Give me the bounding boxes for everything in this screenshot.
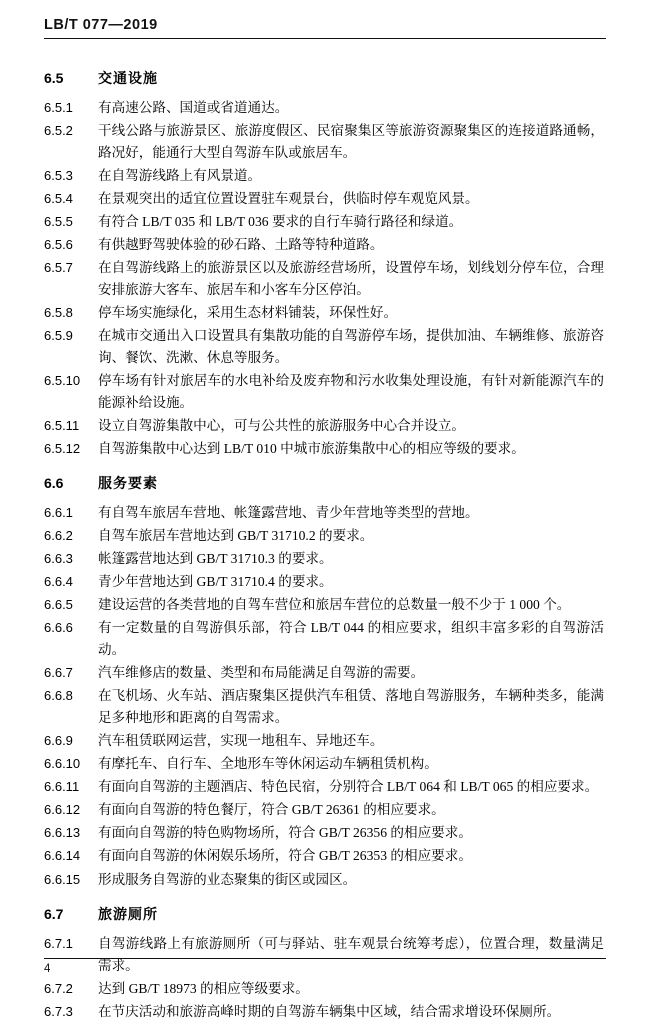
clause-number: 6.6.6 [44, 620, 73, 636]
clause [44, 594, 606, 616]
clause [44, 571, 606, 593]
clause-text: 在飞机场、火车站、酒店聚集区提供汽车租赁、落地自驾游服务，车辆种类多，能满足多种地形和距离的自驾需求。 [98, 688, 604, 726]
clause-text: 汽车租赁联网运营，实现一地租车、异地还车。 [98, 733, 384, 749]
clause-number: 6.7.1 [44, 935, 73, 951]
section-title: 服务要素 [98, 475, 158, 492]
clause-text: 停车场有针对旅居车的水电补给及废弃物和污水收集处理设施，有针对新能源汽车的能源补给设施。 [98, 373, 604, 411]
clause-text: 建设运营的各类营地的自驾车营位和旅居车营位的总数量一般不少于 1 000 个。 [98, 597, 571, 613]
section-heading [44, 904, 606, 924]
clause-text: 在节庆活动和旅游高峰时期的自驾游车辆集中区域，结合需求增设环保厕所。 [98, 1003, 561, 1019]
clause-text: 在景观突出的适宜位置设置驻车观景台，供临时停车观览风景。 [98, 191, 479, 207]
clause-text: 有供越野驾驶体验的砂石路、土路等特种道路。 [98, 237, 384, 253]
section-number: 6.7 [44, 905, 64, 922]
clause-text: 形成服务自驾游的业态聚集的街区或园区。 [98, 871, 357, 887]
clause [44, 1001, 606, 1023]
clause-text: 有面向自驾游的特色餐厅，符合 GB/T 26361 的相应要求。 [98, 802, 445, 818]
clause-text: 青少年营地达到 GB/T 31710.4 的要求。 [98, 574, 333, 590]
clause-number: 6.5.12 [44, 441, 81, 457]
section-heading [44, 68, 606, 88]
clause [44, 438, 606, 460]
clause [44, 234, 606, 256]
clause [44, 822, 606, 844]
clause-text: 有摩托车、自行车、全地形车等休闲运动车辆租赁机构。 [98, 756, 438, 772]
clause [44, 753, 606, 775]
clause-text: 自驾游线路上有旅游厕所（可与驿站、驻车观景台统筹考虑），位置合理，数量满足需求。 [98, 935, 604, 973]
clause-number: 6.6.8 [44, 688, 73, 704]
clause [44, 525, 606, 547]
clause-text: 干线公路与旅游景区、旅游度假区、民宿聚集区等旅游资源聚集区的连接道路通畅，路况好，能通行大型自驾游车队或旅居车。 [98, 123, 604, 161]
clause-number: 6.5.1 [44, 100, 73, 115]
page-header [44, 0, 606, 33]
clause [44, 502, 606, 524]
clause-number: 6.5.4 [44, 191, 73, 207]
document-body [44, 39, 606, 1023]
clause-number: 6.5.10 [44, 373, 81, 389]
clause [44, 325, 606, 369]
clause-text: 自驾游集散中心达到 LB/T 010 中城市旅游集散中心的相应等级的要求。 [98, 441, 525, 457]
page-footer [0, 958, 650, 983]
clause-text: 停车场实施绿化，采用生态材料铺装，环保性好。 [98, 305, 398, 321]
clause-text: 有一定数量的自驾游俱乐部，符合 LB/T 044 的相应要求，组织丰富多彩的自驾游活动。 [98, 620, 604, 658]
clause-text: 帐篷露营地达到 GB/T 31710.3 的要求。 [98, 551, 333, 567]
clause-text: 在自驾游线路上有风景道。 [98, 168, 262, 184]
clause-number: 6.5.2 [44, 123, 73, 139]
clause-number: 6.5.9 [44, 328, 73, 344]
clause-number: 6.6.3 [44, 551, 73, 567]
clause-text: 设立自驾游集散中心，可与公共性的旅游服务中心合并设立。 [98, 418, 466, 434]
clause-number: 6.5.6 [44, 237, 73, 253]
clause-number: 6.7.3 [44, 1003, 73, 1019]
clause-text: 有符合 LB/T 035 和 LB/T 036 要求的自行车骑行路径和绿道。 [98, 214, 463, 230]
clause [44, 617, 606, 661]
clause-number: 6.6.2 [44, 528, 73, 544]
standard-number: LB/T 077—2019 [44, 17, 158, 33]
clause-number: 6.6.4 [44, 574, 73, 590]
page-number: 4 [44, 963, 51, 975]
clause-text: 在自驾游线路上的旅游景区以及旅游经营场所，设置停车场，划线划分停车位，合理安排旅游大客车、旅居车和小客车分区停泊。 [98, 260, 604, 298]
clause [44, 120, 606, 164]
clause [44, 548, 606, 570]
section-title: 交通设施 [98, 70, 158, 86]
clause-text: 汽车维修店的数量、类型和布局能满足自驾游的需要。 [98, 665, 425, 681]
clause [44, 188, 606, 210]
clause-text: 达到 GB/T 18973 的相应等级要求。 [98, 980, 309, 996]
clause-number: 6.5.5 [44, 214, 73, 230]
clause [44, 662, 606, 684]
clause-number: 6.5.8 [44, 305, 73, 321]
clause-text: 有自驾车旅居车营地、帐篷露营地、青少年营地等类型的营地。 [98, 505, 479, 521]
clause-number: 6.5.7 [44, 260, 73, 276]
clause [44, 211, 606, 233]
clause-number: 6.5.3 [44, 168, 73, 184]
clause-text: 有面向自驾游的休闲娱乐场所，符合 GB/T 26353 的相应要求。 [98, 848, 472, 864]
clause [44, 799, 606, 821]
clause [44, 257, 606, 301]
clause-number: 6.7.2 [44, 980, 73, 996]
clause [44, 302, 606, 324]
clause-text: 自驾车旅居车营地达到 GB/T 31710.2 的要求。 [98, 528, 374, 544]
clause [44, 869, 606, 891]
section-heading [44, 473, 606, 493]
clause [44, 845, 606, 867]
clause [44, 685, 606, 729]
clause-number: 6.6.11 [44, 779, 80, 795]
clause-number: 6.6.7 [44, 665, 73, 681]
clause-text: 在城市交通出入口设置具有集散功能的自驾游停车场，提供加油、车辆维修、旅游咨询、餐饮、洗漱、休息等服务。 [98, 328, 604, 366]
clause [44, 730, 606, 752]
section-number: 6.5 [44, 70, 64, 86]
clause [44, 415, 606, 437]
clause-number: 6.6.1 [44, 505, 73, 521]
clause-number: 6.6.15 [44, 871, 81, 887]
clause-number: 6.6.12 [44, 802, 81, 818]
clause-number: 6.6.9 [44, 733, 73, 749]
clause-number: 6.6.14 [44, 848, 81, 864]
clause-number: 6.6.5 [44, 597, 73, 613]
clause [44, 97, 606, 119]
clause-text: 有面向自驾游的主题酒店、特色民宿，分别符合 LB/T 064 和 LB/T 065 的相应要求。 [98, 779, 599, 795]
clause [44, 370, 606, 414]
section-number: 6.6 [44, 475, 64, 492]
clause [44, 776, 606, 798]
clause-text: 有面向自驾游的特色购物场所，符合 GB/T 26356 的相应要求。 [98, 825, 472, 841]
clause-number: 6.6.10 [44, 756, 81, 772]
clause [44, 165, 606, 187]
section-title: 旅游厕所 [98, 905, 158, 922]
clause-number: 6.6.13 [44, 825, 81, 841]
clause-number: 6.5.11 [44, 418, 80, 434]
clause-text: 有高速公路、国道或省道通达。 [98, 100, 289, 115]
